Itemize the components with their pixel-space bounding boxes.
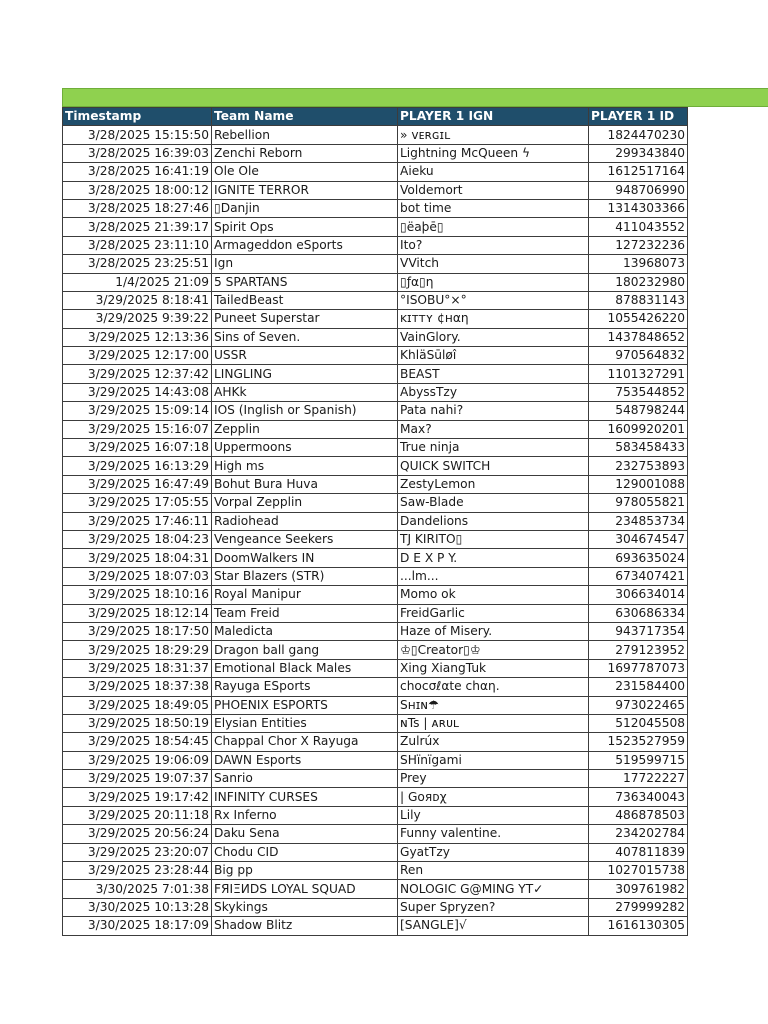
timestamp-cell[interactable]: 3/30/2025 7:01:38 xyxy=(63,880,212,898)
table-row xyxy=(63,457,688,475)
timestamp-cell[interactable]: 3/29/2025 18:50:19 xyxy=(63,714,212,732)
player-ign-cell[interactable]: Sʜɪɴ☂ xyxy=(398,696,589,714)
team-name-cell[interactable]: Big pp xyxy=(212,862,398,880)
player-ign-cell[interactable]: chocσℓαte chαη. xyxy=(398,678,589,696)
team-name-cell[interactable]: USSR xyxy=(212,347,398,365)
player-ign-cell[interactable]: ᴋɪᴛᴛʏ ¢нαη xyxy=(398,310,589,328)
player-ign-cell[interactable]: Prey xyxy=(398,770,589,788)
table-row xyxy=(63,383,688,401)
table-row xyxy=(63,236,688,254)
timestamp-cell[interactable]: 1/4/2025 21:09 xyxy=(63,273,212,291)
player-ign-cell[interactable]: » ᴠᴇʀɢɪʟ xyxy=(398,126,589,144)
player-ign-cell[interactable]: | Goяᴅχ xyxy=(398,788,589,806)
timestamp-cell[interactable]: 3/29/2025 18:37:38 xyxy=(63,678,212,696)
team-name-cell[interactable]: DAWN Esports xyxy=(212,751,398,769)
timestamp-cell[interactable]: 3/28/2025 16:39:03 xyxy=(63,144,212,162)
table-row xyxy=(63,163,688,181)
table-row xyxy=(63,439,688,457)
table-row xyxy=(63,181,688,199)
team-name-cell[interactable]: ▯Danjin xyxy=(212,199,398,217)
player-id-cell[interactable]: 1314303366 xyxy=(589,199,688,217)
team-name-cell[interactable]: TailedBeast xyxy=(212,291,398,309)
team-name-cell[interactable]: Armageddon eSports xyxy=(212,236,398,254)
player-ign-cell[interactable]: AbyssTzy xyxy=(398,383,589,401)
player-ign-cell[interactable]: QUICK SWITCH xyxy=(398,457,589,475)
timestamp-cell[interactable]: 3/28/2025 15:15:50 xyxy=(63,126,212,144)
table-row xyxy=(63,917,688,935)
team-name-cell[interactable]: Shadow Blitz xyxy=(212,917,398,935)
player-id-cell[interactable]: 1616130305 xyxy=(589,917,688,935)
timestamp-cell[interactable]: 3/29/2025 23:20:07 xyxy=(63,843,212,861)
timestamp-cell[interactable]: 3/29/2025 19:07:37 xyxy=(63,770,212,788)
player-id-cell[interactable]: 583458433 xyxy=(589,439,688,457)
column-header-team-name[interactable]: Team Name xyxy=(212,108,398,126)
table-row xyxy=(63,751,688,769)
player-ign-cell[interactable]: VVitch xyxy=(398,255,589,273)
timestamp-cell[interactable]: 3/29/2025 18:07:03 xyxy=(63,567,212,585)
timestamp-cell[interactable]: 3/28/2025 23:25:51 xyxy=(63,255,212,273)
timestamp-cell[interactable]: 3/29/2025 18:04:31 xyxy=(63,549,212,567)
timestamp-cell[interactable]: 3/29/2025 15:09:14 xyxy=(63,402,212,420)
player-ign-cell[interactable]: Saw-Blade xyxy=(398,494,589,512)
timestamp-cell[interactable]: 3/29/2025 17:05:55 xyxy=(63,494,212,512)
team-name-cell[interactable]: Vorpal Zepplin xyxy=(212,494,398,512)
player-id-cell[interactable]: 306634014 xyxy=(589,586,688,604)
timestamp-cell[interactable]: 3/29/2025 14:43:08 xyxy=(63,383,212,401)
player-id-cell[interactable]: 1523527959 xyxy=(589,733,688,751)
player-ign-cell[interactable]: Dandelions xyxy=(398,512,589,530)
timestamp-cell[interactable]: 3/29/2025 18:12:14 xyxy=(63,604,212,622)
timestamp-cell[interactable]: 3/28/2025 21:39:17 xyxy=(63,218,212,236)
player-ign-cell[interactable]: Max? xyxy=(398,420,589,438)
player-ign-cell[interactable]: Super Spryzen? xyxy=(398,898,589,916)
player-ign-cell[interactable]: ▯ëaþē▯ xyxy=(398,218,589,236)
timestamp-cell[interactable]: 3/29/2025 12:17:00 xyxy=(63,347,212,365)
timestamp-cell[interactable]: 3/28/2025 23:11:10 xyxy=(63,236,212,254)
table-row xyxy=(63,586,688,604)
timestamp-cell[interactable]: 3/29/2025 12:13:36 xyxy=(63,328,212,346)
player-id-cell[interactable]: 231584400 xyxy=(589,678,688,696)
timestamp-cell[interactable]: 3/29/2025 8:18:41 xyxy=(63,291,212,309)
player-ign-cell[interactable]: Pata nahi? xyxy=(398,402,589,420)
player-ign-cell[interactable]: ♔▯Creator▯♔ xyxy=(398,641,589,659)
team-name-cell[interactable]: Rebellion xyxy=(212,126,398,144)
timestamp-cell[interactable]: 3/29/2025 16:07:18 xyxy=(63,439,212,457)
player-ign-cell[interactable]: Aieku xyxy=(398,163,589,181)
player-id-cell[interactable]: 279999282 xyxy=(589,898,688,916)
table-row xyxy=(63,512,688,530)
timestamp-cell[interactable]: 3/28/2025 18:00:12 xyxy=(63,181,212,199)
team-name-cell[interactable]: Bohut Bura Huva xyxy=(212,475,398,493)
team-name-cell[interactable]: FЯIΞИDS LOYAL SQUAD xyxy=(212,880,398,898)
team-name-cell[interactable]: Maledicta xyxy=(212,622,398,640)
team-name-cell[interactable]: DoomWalkers IN xyxy=(212,549,398,567)
timestamp-cell[interactable]: 3/29/2025 19:17:42 xyxy=(63,788,212,806)
table-row xyxy=(63,365,688,383)
player-id-cell[interactable]: 512045508 xyxy=(589,714,688,732)
table-row xyxy=(63,788,688,806)
team-name-cell[interactable]: Elysian Entities xyxy=(212,714,398,732)
timestamp-cell[interactable]: 3/29/2025 18:49:05 xyxy=(63,696,212,714)
player-id-cell[interactable]: 304674547 xyxy=(589,530,688,548)
timestamp-cell[interactable]: 3/29/2025 18:29:29 xyxy=(63,641,212,659)
team-name-cell[interactable]: Sanrio xyxy=(212,770,398,788)
player-id-cell[interactable]: 13968073 xyxy=(589,255,688,273)
table-row xyxy=(63,862,688,880)
player-ign-cell[interactable]: °ISOBU°×° xyxy=(398,291,589,309)
table-row xyxy=(63,273,688,291)
player-id-cell[interactable]: 1612517164 xyxy=(589,163,688,181)
player-ign-cell[interactable]: BEAST xyxy=(398,365,589,383)
table-row xyxy=(63,806,688,824)
timestamp-cell[interactable]: 3/29/2025 16:13:29 xyxy=(63,457,212,475)
player-ign-cell[interactable]: Haze of Misery. xyxy=(398,622,589,640)
registration-table xyxy=(62,107,688,936)
player-id-cell[interactable]: 299343840 xyxy=(589,144,688,162)
timestamp-cell[interactable]: 3/30/2025 10:13:28 xyxy=(63,898,212,916)
player-id-cell[interactable]: 970564832 xyxy=(589,347,688,365)
player-id-cell[interactable]: 127232236 xyxy=(589,236,688,254)
table-row xyxy=(63,549,688,567)
table-row xyxy=(63,126,688,144)
player-id-cell[interactable]: 232753893 xyxy=(589,457,688,475)
table-row xyxy=(63,291,688,309)
timestamp-cell[interactable]: 3/29/2025 19:06:09 xyxy=(63,751,212,769)
player-id-cell[interactable]: 180232980 xyxy=(589,273,688,291)
team-name-cell[interactable]: Ign xyxy=(212,255,398,273)
table-row xyxy=(63,604,688,622)
team-name-cell[interactable]: IGNITE TERROR xyxy=(212,181,398,199)
player-ign-cell[interactable]: TJ KIRITO▯ xyxy=(398,530,589,548)
team-name-cell[interactable]: 5 SPARTANS xyxy=(212,273,398,291)
table-row xyxy=(63,880,688,898)
player-id-cell[interactable]: 519599715 xyxy=(589,751,688,769)
table-row xyxy=(63,678,688,696)
player-ign-cell[interactable]: Ito? xyxy=(398,236,589,254)
table-row xyxy=(63,733,688,751)
player-id-cell[interactable]: 486878503 xyxy=(589,806,688,824)
table-row xyxy=(63,641,688,659)
player-ign-cell[interactable]: VainGlory. xyxy=(398,328,589,346)
team-name-cell[interactable]: LINGLING xyxy=(212,365,398,383)
timestamp-cell[interactable]: 3/29/2025 18:17:50 xyxy=(63,622,212,640)
team-name-cell[interactable]: Sins of Seven. xyxy=(212,328,398,346)
player-id-cell[interactable]: 234853734 xyxy=(589,512,688,530)
timestamp-cell[interactable]: 3/29/2025 18:31:37 xyxy=(63,659,212,677)
team-name-cell[interactable]: Daku Sena xyxy=(212,825,398,843)
player-id-cell[interactable]: 1824470230 xyxy=(589,126,688,144)
team-name-cell[interactable]: IOS (Inglish or Spanish) xyxy=(212,402,398,420)
team-name-cell[interactable]: Puneet Superstar xyxy=(212,310,398,328)
player-id-cell[interactable]: 1055426220 xyxy=(589,310,688,328)
team-name-cell[interactable]: Skykings xyxy=(212,898,398,916)
timestamp-cell[interactable]: 3/28/2025 18:27:46 xyxy=(63,199,212,217)
table-row xyxy=(63,898,688,916)
player-id-cell[interactable]: 673407421 xyxy=(589,567,688,585)
table-row xyxy=(63,567,688,585)
player-ign-cell[interactable]: GyatTzy xyxy=(398,843,589,861)
header-row xyxy=(63,108,688,126)
timestamp-cell[interactable]: 3/28/2025 16:41:19 xyxy=(63,163,212,181)
table-row xyxy=(63,659,688,677)
table-row xyxy=(63,310,688,328)
team-name-cell[interactable]: Team Freid xyxy=(212,604,398,622)
table-row xyxy=(63,696,688,714)
player-ign-cell[interactable]: NOLOGIC G@MING YT✓ xyxy=(398,880,589,898)
table-row xyxy=(63,825,688,843)
player-ign-cell[interactable]: ...lm... xyxy=(398,567,589,585)
team-name-cell[interactable]: PHOENIX ESPORTS xyxy=(212,696,398,714)
player-ign-cell[interactable]: Momo ok xyxy=(398,586,589,604)
table-row xyxy=(63,622,688,640)
table-row xyxy=(63,420,688,438)
team-name-cell[interactable]: Royal Manipur xyxy=(212,586,398,604)
player-id-cell[interactable]: 279123952 xyxy=(589,641,688,659)
team-name-cell[interactable]: Chodu CID xyxy=(212,843,398,861)
player-id-cell[interactable]: 948706990 xyxy=(589,181,688,199)
table-row xyxy=(63,255,688,273)
timestamp-cell[interactable]: 3/29/2025 17:46:11 xyxy=(63,512,212,530)
team-name-cell[interactable]: Dragon ball gang xyxy=(212,641,398,659)
timestamp-cell[interactable]: 3/29/2025 9:39:22 xyxy=(63,310,212,328)
team-name-cell[interactable]: Emotional Black Males xyxy=(212,659,398,677)
player-id-cell[interactable]: 1437848652 xyxy=(589,328,688,346)
column-header-player-id[interactable]: PLAYER 1 ID xyxy=(589,108,688,126)
player-id-cell[interactable]: 309761982 xyxy=(589,880,688,898)
table-row xyxy=(63,843,688,861)
player-ign-cell[interactable]: ▯ƒα▯η xyxy=(398,273,589,291)
table-row xyxy=(63,494,688,512)
table-row xyxy=(63,144,688,162)
player-id-cell[interactable]: 548798244 xyxy=(589,402,688,420)
table-row xyxy=(63,218,688,236)
timestamp-cell[interactable]: 3/29/2025 18:10:16 xyxy=(63,586,212,604)
team-name-cell[interactable]: INFINITY CURSES xyxy=(212,788,398,806)
timestamp-cell[interactable]: 3/29/2025 18:04:23 xyxy=(63,530,212,548)
player-id-cell[interactable]: 234202784 xyxy=(589,825,688,843)
player-ign-cell[interactable]: Xing XiangTuk xyxy=(398,659,589,677)
table-row xyxy=(63,347,688,365)
timestamp-cell[interactable]: 3/29/2025 23:28:44 xyxy=(63,862,212,880)
timestamp-cell[interactable]: 3/29/2025 20:11:18 xyxy=(63,806,212,824)
player-id-cell[interactable]: 693635024 xyxy=(589,549,688,567)
player-ign-cell[interactable]: KhläSūløî xyxy=(398,347,589,365)
team-name-cell[interactable]: Chappal Chor X Rayuga xyxy=(212,733,398,751)
team-name-cell[interactable]: Rx Inferno xyxy=(212,806,398,824)
player-ign-cell[interactable]: Ren xyxy=(398,862,589,880)
player-ign-cell[interactable]: Zulrúx xyxy=(398,733,589,751)
player-ign-cell[interactable]: [SANGLE]√ xyxy=(398,917,589,935)
team-name-cell[interactable]: Star Blazers (STR) xyxy=(212,567,398,585)
timestamp-cell[interactable]: 3/29/2025 18:54:45 xyxy=(63,733,212,751)
table-row xyxy=(63,714,688,732)
player-ign-cell[interactable]: SHïnïgami xyxy=(398,751,589,769)
player-ign-cell[interactable]: FreidGarlic xyxy=(398,604,589,622)
timestamp-cell[interactable]: 3/29/2025 12:37:42 xyxy=(63,365,212,383)
player-ign-cell[interactable]: bot time xyxy=(398,199,589,217)
player-ign-cell[interactable]: Lightning McQueen ϟ xyxy=(398,144,589,162)
timestamp-cell[interactable]: 3/29/2025 16:47:49 xyxy=(63,475,212,493)
table-row xyxy=(63,475,688,493)
team-name-cell[interactable]: Vengeance Seekers xyxy=(212,530,398,548)
player-ign-cell[interactable]: D E X P Y. xyxy=(398,549,589,567)
table-body xyxy=(63,126,688,935)
team-name-cell[interactable]: Rayuga ESports xyxy=(212,678,398,696)
team-name-cell[interactable]: AHKk xyxy=(212,383,398,401)
table-row xyxy=(63,530,688,548)
player-id-cell[interactable]: 129001088 xyxy=(589,475,688,493)
player-ign-cell[interactable]: Voldemort xyxy=(398,181,589,199)
column-header-timestamp[interactable]: Timestamp xyxy=(63,108,212,126)
table-row xyxy=(63,770,688,788)
player-id-cell[interactable]: 978055821 xyxy=(589,494,688,512)
team-name-cell[interactable]: Uppermoons xyxy=(212,439,398,457)
player-id-cell[interactable]: 943717354 xyxy=(589,622,688,640)
team-name-cell[interactable]: Ole Ole xyxy=(212,163,398,181)
team-name-cell[interactable]: Zepplin xyxy=(212,420,398,438)
column-header-player-ign[interactable]: PLAYER 1 IGN xyxy=(398,108,589,126)
player-id-cell[interactable]: 407811839 xyxy=(589,843,688,861)
player-ign-cell[interactable]: ZestyLemon xyxy=(398,475,589,493)
table-row xyxy=(63,328,688,346)
team-name-cell[interactable]: Spirit Ops xyxy=(212,218,398,236)
timestamp-cell[interactable]: 3/29/2025 20:56:24 xyxy=(63,825,212,843)
player-ign-cell[interactable]: Funny valentine. xyxy=(398,825,589,843)
header-band xyxy=(62,88,768,107)
player-id-cell[interactable]: 1609920201 xyxy=(589,420,688,438)
table-row xyxy=(63,402,688,420)
timestamp-cell[interactable]: 3/30/2025 18:17:09 xyxy=(63,917,212,935)
team-name-cell[interactable]: Zenchi Reborn xyxy=(212,144,398,162)
player-id-cell[interactable]: 411043552 xyxy=(589,218,688,236)
player-id-cell[interactable]: 1697787073 xyxy=(589,659,688,677)
team-name-cell[interactable]: Radiohead xyxy=(212,512,398,530)
player-ign-cell[interactable]: ɴTs | ᴀʀᴜʟ xyxy=(398,714,589,732)
player-id-cell[interactable]: 1027015738 xyxy=(589,862,688,880)
team-name-cell[interactable]: High ms xyxy=(212,457,398,475)
player-id-cell[interactable]: 973022465 xyxy=(589,696,688,714)
player-ign-cell[interactable]: True ninja xyxy=(398,439,589,457)
player-id-cell[interactable]: 1101327291 xyxy=(589,365,688,383)
player-id-cell[interactable]: 878831143 xyxy=(589,291,688,309)
player-id-cell[interactable]: 17722227 xyxy=(589,770,688,788)
timestamp-cell[interactable]: 3/29/2025 15:16:07 xyxy=(63,420,212,438)
player-id-cell[interactable]: 753544852 xyxy=(589,383,688,401)
player-ign-cell[interactable]: Lily xyxy=(398,806,589,824)
player-id-cell[interactable]: 736340043 xyxy=(589,788,688,806)
player-id-cell[interactable]: 630686334 xyxy=(589,604,688,622)
table-row xyxy=(63,199,688,217)
